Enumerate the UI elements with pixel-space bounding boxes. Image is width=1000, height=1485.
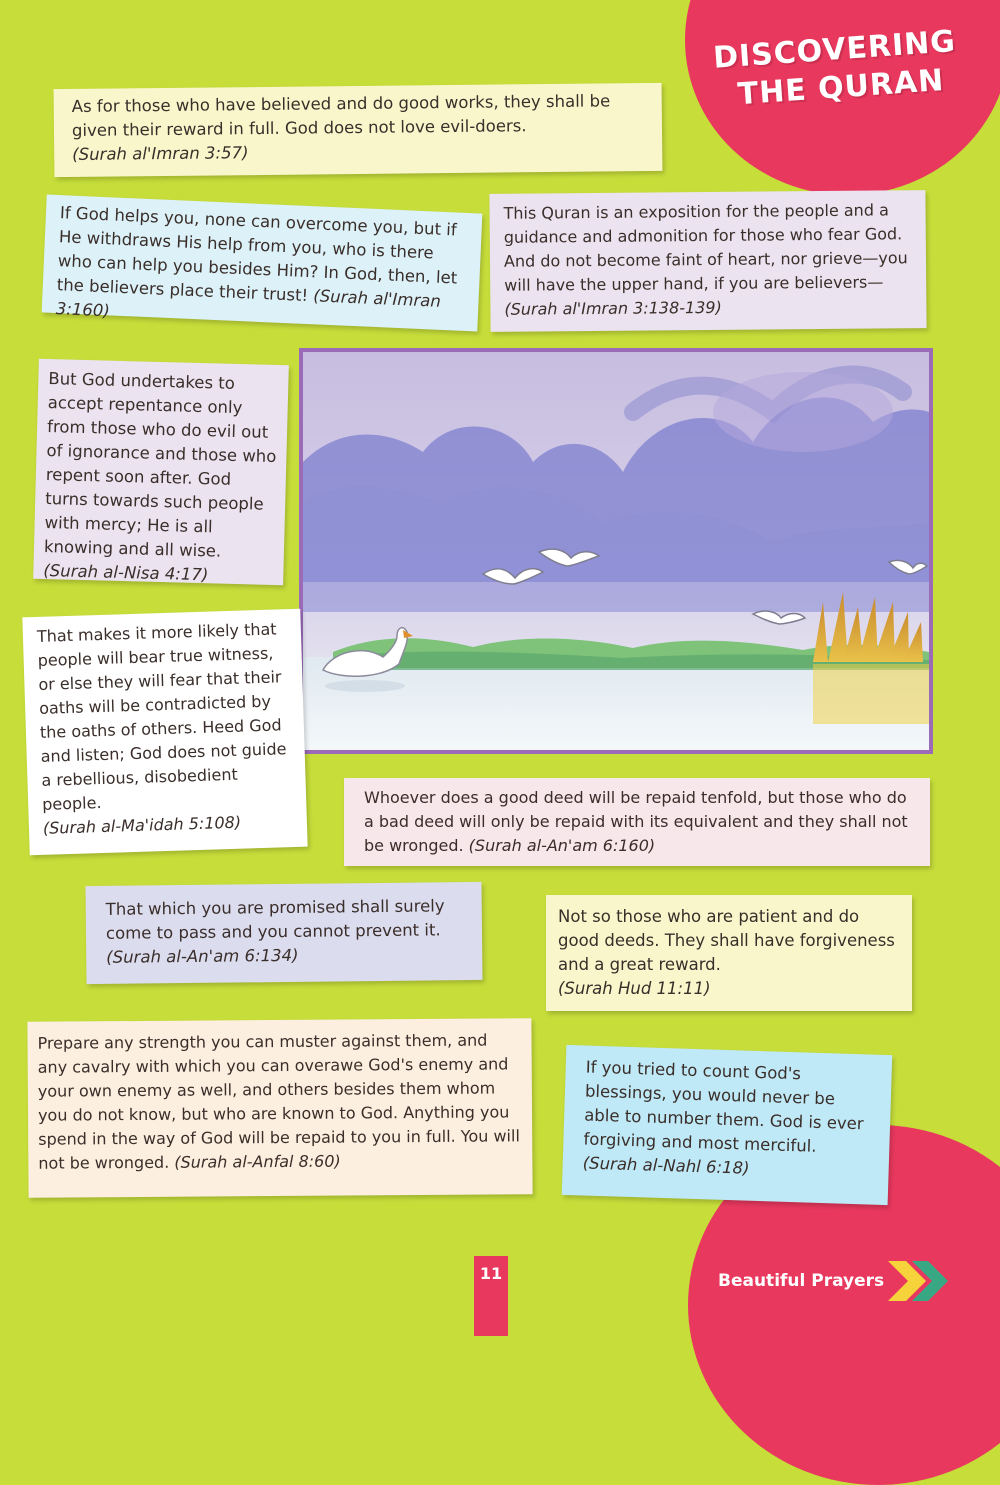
quote-text: That which you are promised shall surely come to pass and you cannot prevent it. <box>105 896 445 943</box>
quote-source: (Surah al'Imran 3:138-139) <box>504 297 722 319</box>
quote-card-1 <box>54 83 663 177</box>
quote-card-4 <box>33 359 289 585</box>
quote-text: If God helps you, none can overcome you, but if He withdraws His help from you, who is there who can help you besides Him? In God, then, let the believers place their trust! <box>56 203 458 306</box>
quote-card-10 <box>562 1045 893 1205</box>
quote-source: (Surah al'Imran 3:160) <box>55 286 442 321</box>
quote-source: (Surah al-Anfal 8:60) <box>174 1151 341 1172</box>
quote-source: (Surah al-An'am 6:160) <box>468 836 656 855</box>
page-title-line1: DISCOVERING <box>712 24 958 76</box>
quote-card-7 <box>85 882 482 984</box>
quote-text: Not so those who are patient and do good deeds. They shall have forgiveness and a great reward. <box>558 907 895 974</box>
section-label: Beautiful Prayers <box>718 1271 885 1291</box>
quote-card-2 <box>42 195 483 332</box>
page-number: 11 <box>479 1264 503 1283</box>
quote-source: (Surah Hud 11:11) <box>558 979 711 998</box>
quote-text: As for those who have believed and do good works, they shall be given their reward in full. God does not love evil-doers. <box>71 91 611 140</box>
quote-text: This Quran is an exposition for the people and a guidance and admonition for those who fear God. And do not become faint of heart, nor grieve—you will have the upper hand, if you are believers— <box>503 200 908 295</box>
quote-text: Prepare any strength you can muster against them, and any cavalry with which you can overawe God's enemy and your own enemy as well, and others besides them whom you do not know, but who are known to God. Anything you spend in the way of God will be repaid to you in full. You will not be wronged. <box>37 1030 520 1173</box>
quote-source: (Surah al-Ma'idah 5:108) <box>42 812 242 838</box>
page-title-line2: THE QURAN <box>736 62 946 113</box>
watercolor-scene <box>303 352 929 750</box>
quote-text: Whoever does a good deed will be repaid tenfold, but those who do a bad deed will only be repaid with its equivalent and they shall not be wronged. <box>364 788 908 855</box>
quote-source: (Surah al-Nisa 4:17) <box>43 560 209 585</box>
lake-illustration <box>299 348 933 754</box>
quote-source: (Surah al-An'am 6:134) <box>106 945 299 967</box>
quote-source: (Surah al-Nahl 6:18) <box>582 1153 750 1178</box>
quote-card-5 <box>22 609 307 856</box>
quote-card-8 <box>546 895 912 1011</box>
quote-text: If you tried to count God's blessings, you would never be able to number them. God is ever forgiving and most merciful. <box>583 1057 864 1156</box>
quote-card-3 <box>489 190 926 332</box>
chevron-right-icon <box>884 1257 954 1305</box>
quote-text: But God undertakes to accept repentance only from those who do evil out of ignorance and those who repent soon after. God turns towards such people with mercy; He is all knowing and all wise. <box>43 369 277 561</box>
quote-source: (Surah al'Imran 3:57) <box>72 143 249 164</box>
quote-card-9 <box>27 1018 532 1198</box>
quote-text: That makes it more likely that people will bear true witness, or else they will fear that their oaths will be contradicted by the oaths of others. Heed God and listen; God does not guide a rebellious, disobedient people. <box>36 619 287 814</box>
quote-card-6 <box>344 778 930 866</box>
